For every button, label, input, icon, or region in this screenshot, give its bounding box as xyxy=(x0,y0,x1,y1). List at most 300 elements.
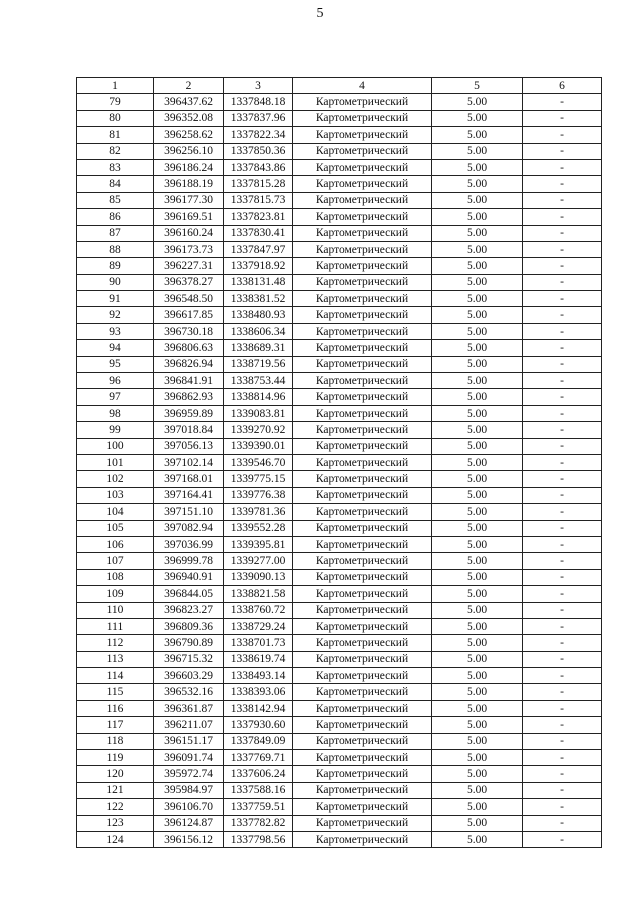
accuracy-cell: 5.00 xyxy=(432,373,523,389)
note-cell: - xyxy=(523,487,602,503)
point-number-cell: 120 xyxy=(77,766,154,782)
y-coordinate-cell: 1337830.41 xyxy=(224,225,293,241)
method-cell: Картометрический xyxy=(293,586,432,602)
method-cell: Картометрический xyxy=(293,831,432,847)
x-coordinate-cell: 396258.62 xyxy=(154,127,224,143)
y-coordinate-cell: 1339776.38 xyxy=(224,487,293,503)
point-number-cell: 82 xyxy=(77,143,154,159)
y-coordinate-cell: 1339775.15 xyxy=(224,471,293,487)
x-coordinate-cell: 396437.62 xyxy=(154,94,224,110)
table-header-row xyxy=(77,78,602,94)
table-row xyxy=(77,471,602,487)
y-coordinate-cell: 1338760.72 xyxy=(224,602,293,618)
point-number-cell: 103 xyxy=(77,487,154,503)
x-coordinate-cell: 396617.85 xyxy=(154,307,224,323)
x-coordinate-cell: 396106.70 xyxy=(154,799,224,815)
method-cell: Картометрический xyxy=(293,110,432,126)
note-cell: - xyxy=(523,733,602,749)
note-cell: - xyxy=(523,94,602,110)
point-number-cell: 109 xyxy=(77,586,154,602)
y-coordinate-cell: 1339083.81 xyxy=(224,405,293,421)
note-cell: - xyxy=(523,241,602,257)
x-coordinate-cell: 396188.19 xyxy=(154,176,224,192)
y-coordinate-cell: 1338689.31 xyxy=(224,340,293,356)
x-coordinate-cell: 396156.12 xyxy=(154,831,224,847)
accuracy-cell: 5.00 xyxy=(432,258,523,274)
note-cell: - xyxy=(523,815,602,831)
note-cell: - xyxy=(523,700,602,716)
note-cell: - xyxy=(523,209,602,225)
x-coordinate-cell: 395984.97 xyxy=(154,782,224,798)
method-cell: Картометрический xyxy=(293,356,432,372)
accuracy-cell: 5.00 xyxy=(432,553,523,569)
accuracy-cell: 5.00 xyxy=(432,159,523,175)
method-cell: Картометрический xyxy=(293,618,432,634)
accuracy-cell: 5.00 xyxy=(432,454,523,470)
accuracy-cell: 5.00 xyxy=(432,438,523,454)
note-cell: - xyxy=(523,274,602,290)
note-cell: - xyxy=(523,176,602,192)
x-coordinate-cell: 396715.32 xyxy=(154,651,224,667)
point-number-cell: 115 xyxy=(77,684,154,700)
method-cell: Картометрический xyxy=(293,700,432,716)
table-row xyxy=(77,700,602,716)
y-coordinate-cell: 1337588.16 xyxy=(224,782,293,798)
method-cell: Картометрический xyxy=(293,258,432,274)
table-row xyxy=(77,602,602,618)
column-header: 1 xyxy=(77,78,154,94)
point-number-cell: 81 xyxy=(77,127,154,143)
accuracy-cell: 5.00 xyxy=(432,504,523,520)
table-row xyxy=(77,422,602,438)
note-cell: - xyxy=(523,225,602,241)
x-coordinate-cell: 396841.91 xyxy=(154,373,224,389)
accuracy-cell: 5.00 xyxy=(432,684,523,700)
x-coordinate-cell: 396844.05 xyxy=(154,586,224,602)
y-coordinate-cell: 1337782.82 xyxy=(224,815,293,831)
method-cell: Картометрический xyxy=(293,651,432,667)
y-coordinate-cell: 1338493.14 xyxy=(224,668,293,684)
y-coordinate-cell: 1338821.58 xyxy=(224,586,293,602)
method-cell: Картометрический xyxy=(293,422,432,438)
method-cell: Картометрический xyxy=(293,684,432,700)
accuracy-cell: 5.00 xyxy=(432,176,523,192)
accuracy-cell: 5.00 xyxy=(432,782,523,798)
coordinates-table xyxy=(76,77,602,848)
point-number-cell: 101 xyxy=(77,454,154,470)
point-number-cell: 84 xyxy=(77,176,154,192)
accuracy-cell: 5.00 xyxy=(432,651,523,667)
x-coordinate-cell: 396826.94 xyxy=(154,356,224,372)
point-number-cell: 108 xyxy=(77,569,154,585)
accuracy-cell: 5.00 xyxy=(432,422,523,438)
note-cell: - xyxy=(523,799,602,815)
y-coordinate-cell: 1338606.34 xyxy=(224,323,293,339)
point-number-cell: 99 xyxy=(77,422,154,438)
x-coordinate-cell: 396809.36 xyxy=(154,618,224,634)
method-cell: Картометрический xyxy=(293,553,432,569)
point-number-cell: 102 xyxy=(77,471,154,487)
x-coordinate-cell: 396603.29 xyxy=(154,668,224,684)
x-coordinate-cell: 396124.87 xyxy=(154,815,224,831)
accuracy-cell: 5.00 xyxy=(432,766,523,782)
point-number-cell: 124 xyxy=(77,831,154,847)
y-coordinate-cell: 1339552.28 xyxy=(224,520,293,536)
y-coordinate-cell: 1338729.24 xyxy=(224,618,293,634)
accuracy-cell: 5.00 xyxy=(432,340,523,356)
x-coordinate-cell: 396160.24 xyxy=(154,225,224,241)
x-coordinate-cell: 397082.94 xyxy=(154,520,224,536)
table-row xyxy=(77,487,602,503)
table-row xyxy=(77,192,602,208)
note-cell: - xyxy=(523,110,602,126)
point-number-cell: 97 xyxy=(77,389,154,405)
x-coordinate-cell: 396173.73 xyxy=(154,241,224,257)
accuracy-cell: 5.00 xyxy=(432,241,523,257)
x-coordinate-cell: 396361.87 xyxy=(154,700,224,716)
method-cell: Картометрический xyxy=(293,373,432,389)
point-number-cell: 86 xyxy=(77,209,154,225)
table-row xyxy=(77,750,602,766)
accuracy-cell: 5.00 xyxy=(432,487,523,503)
method-cell: Картометрический xyxy=(293,143,432,159)
x-coordinate-cell: 396806.63 xyxy=(154,340,224,356)
accuracy-cell: 5.00 xyxy=(432,94,523,110)
point-number-cell: 98 xyxy=(77,405,154,421)
y-coordinate-cell: 1338701.73 xyxy=(224,635,293,651)
x-coordinate-cell: 397056.13 xyxy=(154,438,224,454)
point-number-cell: 80 xyxy=(77,110,154,126)
note-cell: - xyxy=(523,340,602,356)
point-number-cell: 92 xyxy=(77,307,154,323)
point-number-cell: 90 xyxy=(77,274,154,290)
table-row xyxy=(77,766,602,782)
method-cell: Картометрический xyxy=(293,291,432,307)
y-coordinate-cell: 1338480.93 xyxy=(224,307,293,323)
method-cell: Картометрический xyxy=(293,815,432,831)
x-coordinate-cell: 396823.27 xyxy=(154,602,224,618)
column-header: 3 xyxy=(224,78,293,94)
point-number-cell: 83 xyxy=(77,159,154,175)
x-coordinate-cell: 396177.30 xyxy=(154,192,224,208)
table-row xyxy=(77,438,602,454)
table-row xyxy=(77,307,602,323)
point-number-cell: 94 xyxy=(77,340,154,356)
method-cell: Картометрический xyxy=(293,225,432,241)
table-row xyxy=(77,520,602,536)
table-row xyxy=(77,291,602,307)
y-coordinate-cell: 1339781.36 xyxy=(224,504,293,520)
point-number-cell: 96 xyxy=(77,373,154,389)
y-coordinate-cell: 1339277.00 xyxy=(224,553,293,569)
accuracy-cell: 5.00 xyxy=(432,389,523,405)
x-coordinate-cell: 396091.74 xyxy=(154,750,224,766)
point-number-cell: 87 xyxy=(77,225,154,241)
table-row xyxy=(77,782,602,798)
point-number-cell: 88 xyxy=(77,241,154,257)
table-row xyxy=(77,127,602,143)
point-number-cell: 85 xyxy=(77,192,154,208)
x-coordinate-cell: 396186.24 xyxy=(154,159,224,175)
table-row xyxy=(77,618,602,634)
x-coordinate-cell: 396940.91 xyxy=(154,569,224,585)
method-cell: Картометрический xyxy=(293,668,432,684)
note-cell: - xyxy=(523,504,602,520)
x-coordinate-cell: 396256.10 xyxy=(154,143,224,159)
table-row xyxy=(77,684,602,700)
point-number-cell: 89 xyxy=(77,258,154,274)
note-cell: - xyxy=(523,782,602,798)
y-coordinate-cell: 1339395.81 xyxy=(224,536,293,552)
method-cell: Картометрический xyxy=(293,176,432,192)
point-number-cell: 79 xyxy=(77,94,154,110)
note-cell: - xyxy=(523,684,602,700)
table-row xyxy=(77,799,602,815)
method-cell: Картометрический xyxy=(293,733,432,749)
table-row xyxy=(77,389,602,405)
note-cell: - xyxy=(523,258,602,274)
x-coordinate-cell: 397018.84 xyxy=(154,422,224,438)
accuracy-cell: 5.00 xyxy=(432,815,523,831)
x-coordinate-cell: 397168.01 xyxy=(154,471,224,487)
note-cell: - xyxy=(523,307,602,323)
accuracy-cell: 5.00 xyxy=(432,323,523,339)
method-cell: Картометрический xyxy=(293,209,432,225)
note-cell: - xyxy=(523,668,602,684)
accuracy-cell: 5.00 xyxy=(432,192,523,208)
y-coordinate-cell: 1339270.92 xyxy=(224,422,293,438)
column-header: 5 xyxy=(432,78,523,94)
table-row xyxy=(77,159,602,175)
y-coordinate-cell: 1337815.28 xyxy=(224,176,293,192)
note-cell: - xyxy=(523,438,602,454)
note-cell: - xyxy=(523,454,602,470)
table-row xyxy=(77,635,602,651)
method-cell: Картометрический xyxy=(293,520,432,536)
y-coordinate-cell: 1337798.56 xyxy=(224,831,293,847)
method-cell: Картометрический xyxy=(293,192,432,208)
page-number: 5 xyxy=(316,6,324,21)
note-cell: - xyxy=(523,159,602,175)
y-coordinate-cell: 1337847.97 xyxy=(224,241,293,257)
accuracy-cell: 5.00 xyxy=(432,307,523,323)
table-row xyxy=(77,733,602,749)
accuracy-cell: 5.00 xyxy=(432,750,523,766)
accuracy-cell: 5.00 xyxy=(432,586,523,602)
y-coordinate-cell: 1337843.86 xyxy=(224,159,293,175)
y-coordinate-cell: 1338719.56 xyxy=(224,356,293,372)
point-number-cell: 122 xyxy=(77,799,154,815)
x-coordinate-cell: 396790.89 xyxy=(154,635,224,651)
x-coordinate-cell: 396227.31 xyxy=(154,258,224,274)
column-header: 4 xyxy=(293,78,432,94)
method-cell: Картометрический xyxy=(293,569,432,585)
y-coordinate-cell: 1338131.48 xyxy=(224,274,293,290)
y-coordinate-cell: 1338393.06 xyxy=(224,684,293,700)
method-cell: Картометрический xyxy=(293,159,432,175)
note-cell: - xyxy=(523,356,602,372)
point-number-cell: 111 xyxy=(77,618,154,634)
accuracy-cell: 5.00 xyxy=(432,520,523,536)
point-number-cell: 105 xyxy=(77,520,154,536)
method-cell: Картометрический xyxy=(293,454,432,470)
y-coordinate-cell: 1339390.01 xyxy=(224,438,293,454)
table-row xyxy=(77,504,602,520)
note-cell: - xyxy=(523,192,602,208)
y-coordinate-cell: 1337930.60 xyxy=(224,717,293,733)
point-number-cell: 91 xyxy=(77,291,154,307)
point-number-cell: 118 xyxy=(77,733,154,749)
method-cell: Картометрический xyxy=(293,766,432,782)
note-cell: - xyxy=(523,422,602,438)
table-row xyxy=(77,454,602,470)
table-row xyxy=(77,815,602,831)
y-coordinate-cell: 1337848.18 xyxy=(224,94,293,110)
method-cell: Картометрический xyxy=(293,799,432,815)
note-cell: - xyxy=(523,602,602,618)
method-cell: Картометрический xyxy=(293,635,432,651)
accuracy-cell: 5.00 xyxy=(432,536,523,552)
x-coordinate-cell: 396730.18 xyxy=(154,323,224,339)
y-coordinate-cell: 1338814.96 xyxy=(224,389,293,405)
accuracy-cell: 5.00 xyxy=(432,274,523,290)
y-coordinate-cell: 1338753.44 xyxy=(224,373,293,389)
accuracy-cell: 5.00 xyxy=(432,700,523,716)
method-cell: Картометрический xyxy=(293,536,432,552)
accuracy-cell: 5.00 xyxy=(432,569,523,585)
point-number-cell: 107 xyxy=(77,553,154,569)
x-coordinate-cell: 397151.10 xyxy=(154,504,224,520)
point-number-cell: 116 xyxy=(77,700,154,716)
table-row xyxy=(77,176,602,192)
point-number-cell: 121 xyxy=(77,782,154,798)
x-coordinate-cell: 396548.50 xyxy=(154,291,224,307)
point-number-cell: 104 xyxy=(77,504,154,520)
x-coordinate-cell: 395972.74 xyxy=(154,766,224,782)
method-cell: Картометрический xyxy=(293,323,432,339)
x-coordinate-cell: 397036.99 xyxy=(154,536,224,552)
note-cell: - xyxy=(523,143,602,159)
accuracy-cell: 5.00 xyxy=(432,127,523,143)
y-coordinate-cell: 1339090.13 xyxy=(224,569,293,585)
note-cell: - xyxy=(523,651,602,667)
point-number-cell: 113 xyxy=(77,651,154,667)
column-header: 2 xyxy=(154,78,224,94)
note-cell: - xyxy=(523,323,602,339)
y-coordinate-cell: 1338142.94 xyxy=(224,700,293,716)
table-row xyxy=(77,241,602,257)
method-cell: Картометрический xyxy=(293,307,432,323)
note-cell: - xyxy=(523,750,602,766)
accuracy-cell: 5.00 xyxy=(432,831,523,847)
table-row xyxy=(77,323,602,339)
accuracy-cell: 5.00 xyxy=(432,602,523,618)
note-cell: - xyxy=(523,536,602,552)
method-cell: Картометрический xyxy=(293,487,432,503)
accuracy-cell: 5.00 xyxy=(432,799,523,815)
note-cell: - xyxy=(523,717,602,733)
table-row xyxy=(77,651,602,667)
table-row xyxy=(77,143,602,159)
accuracy-cell: 5.00 xyxy=(432,143,523,159)
table-row xyxy=(77,405,602,421)
accuracy-cell: 5.00 xyxy=(432,668,523,684)
y-coordinate-cell: 1337837.96 xyxy=(224,110,293,126)
accuracy-cell: 5.00 xyxy=(432,225,523,241)
method-cell: Картометрический xyxy=(293,340,432,356)
table-row xyxy=(77,668,602,684)
method-cell: Картометрический xyxy=(293,127,432,143)
method-cell: Картометрический xyxy=(293,438,432,454)
accuracy-cell: 5.00 xyxy=(432,733,523,749)
method-cell: Картометрический xyxy=(293,717,432,733)
table-row xyxy=(77,831,602,847)
y-coordinate-cell: 1337918.92 xyxy=(224,258,293,274)
table-row xyxy=(77,553,602,569)
note-cell: - xyxy=(523,520,602,536)
accuracy-cell: 5.00 xyxy=(432,405,523,421)
accuracy-cell: 5.00 xyxy=(432,356,523,372)
y-coordinate-cell: 1339546.70 xyxy=(224,454,293,470)
note-cell: - xyxy=(523,766,602,782)
method-cell: Картометрический xyxy=(293,405,432,421)
accuracy-cell: 5.00 xyxy=(432,635,523,651)
method-cell: Картометрический xyxy=(293,782,432,798)
note-cell: - xyxy=(523,127,602,143)
accuracy-cell: 5.00 xyxy=(432,471,523,487)
x-coordinate-cell: 396862.93 xyxy=(154,389,224,405)
accuracy-cell: 5.00 xyxy=(432,717,523,733)
table-row xyxy=(77,209,602,225)
table-body xyxy=(77,94,602,848)
y-coordinate-cell: 1337606.24 xyxy=(224,766,293,782)
table-row xyxy=(77,274,602,290)
table-row xyxy=(77,258,602,274)
note-cell: - xyxy=(523,831,602,847)
table-row xyxy=(77,356,602,372)
table-row xyxy=(77,373,602,389)
method-cell: Картометрический xyxy=(293,750,432,766)
accuracy-cell: 5.00 xyxy=(432,110,523,126)
note-cell: - xyxy=(523,618,602,634)
x-coordinate-cell: 396352.08 xyxy=(154,110,224,126)
point-number-cell: 110 xyxy=(77,602,154,618)
method-cell: Картометрический xyxy=(293,241,432,257)
note-cell: - xyxy=(523,586,602,602)
point-number-cell: 123 xyxy=(77,815,154,831)
x-coordinate-cell: 396532.16 xyxy=(154,684,224,700)
method-cell: Картометрический xyxy=(293,602,432,618)
y-coordinate-cell: 1337823.81 xyxy=(224,209,293,225)
x-coordinate-cell: 396959.89 xyxy=(154,405,224,421)
point-number-cell: 93 xyxy=(77,323,154,339)
point-number-cell: 95 xyxy=(77,356,154,372)
note-cell: - xyxy=(523,373,602,389)
point-number-cell: 114 xyxy=(77,668,154,684)
note-cell: - xyxy=(523,553,602,569)
note-cell: - xyxy=(523,569,602,585)
method-cell: Картометрический xyxy=(293,504,432,520)
x-coordinate-cell: 397102.14 xyxy=(154,454,224,470)
note-cell: - xyxy=(523,471,602,487)
note-cell: - xyxy=(523,635,602,651)
table-row xyxy=(77,586,602,602)
table-row xyxy=(77,717,602,733)
point-number-cell: 112 xyxy=(77,635,154,651)
point-number-cell: 117 xyxy=(77,717,154,733)
x-coordinate-cell: 396378.27 xyxy=(154,274,224,290)
point-number-cell: 106 xyxy=(77,536,154,552)
